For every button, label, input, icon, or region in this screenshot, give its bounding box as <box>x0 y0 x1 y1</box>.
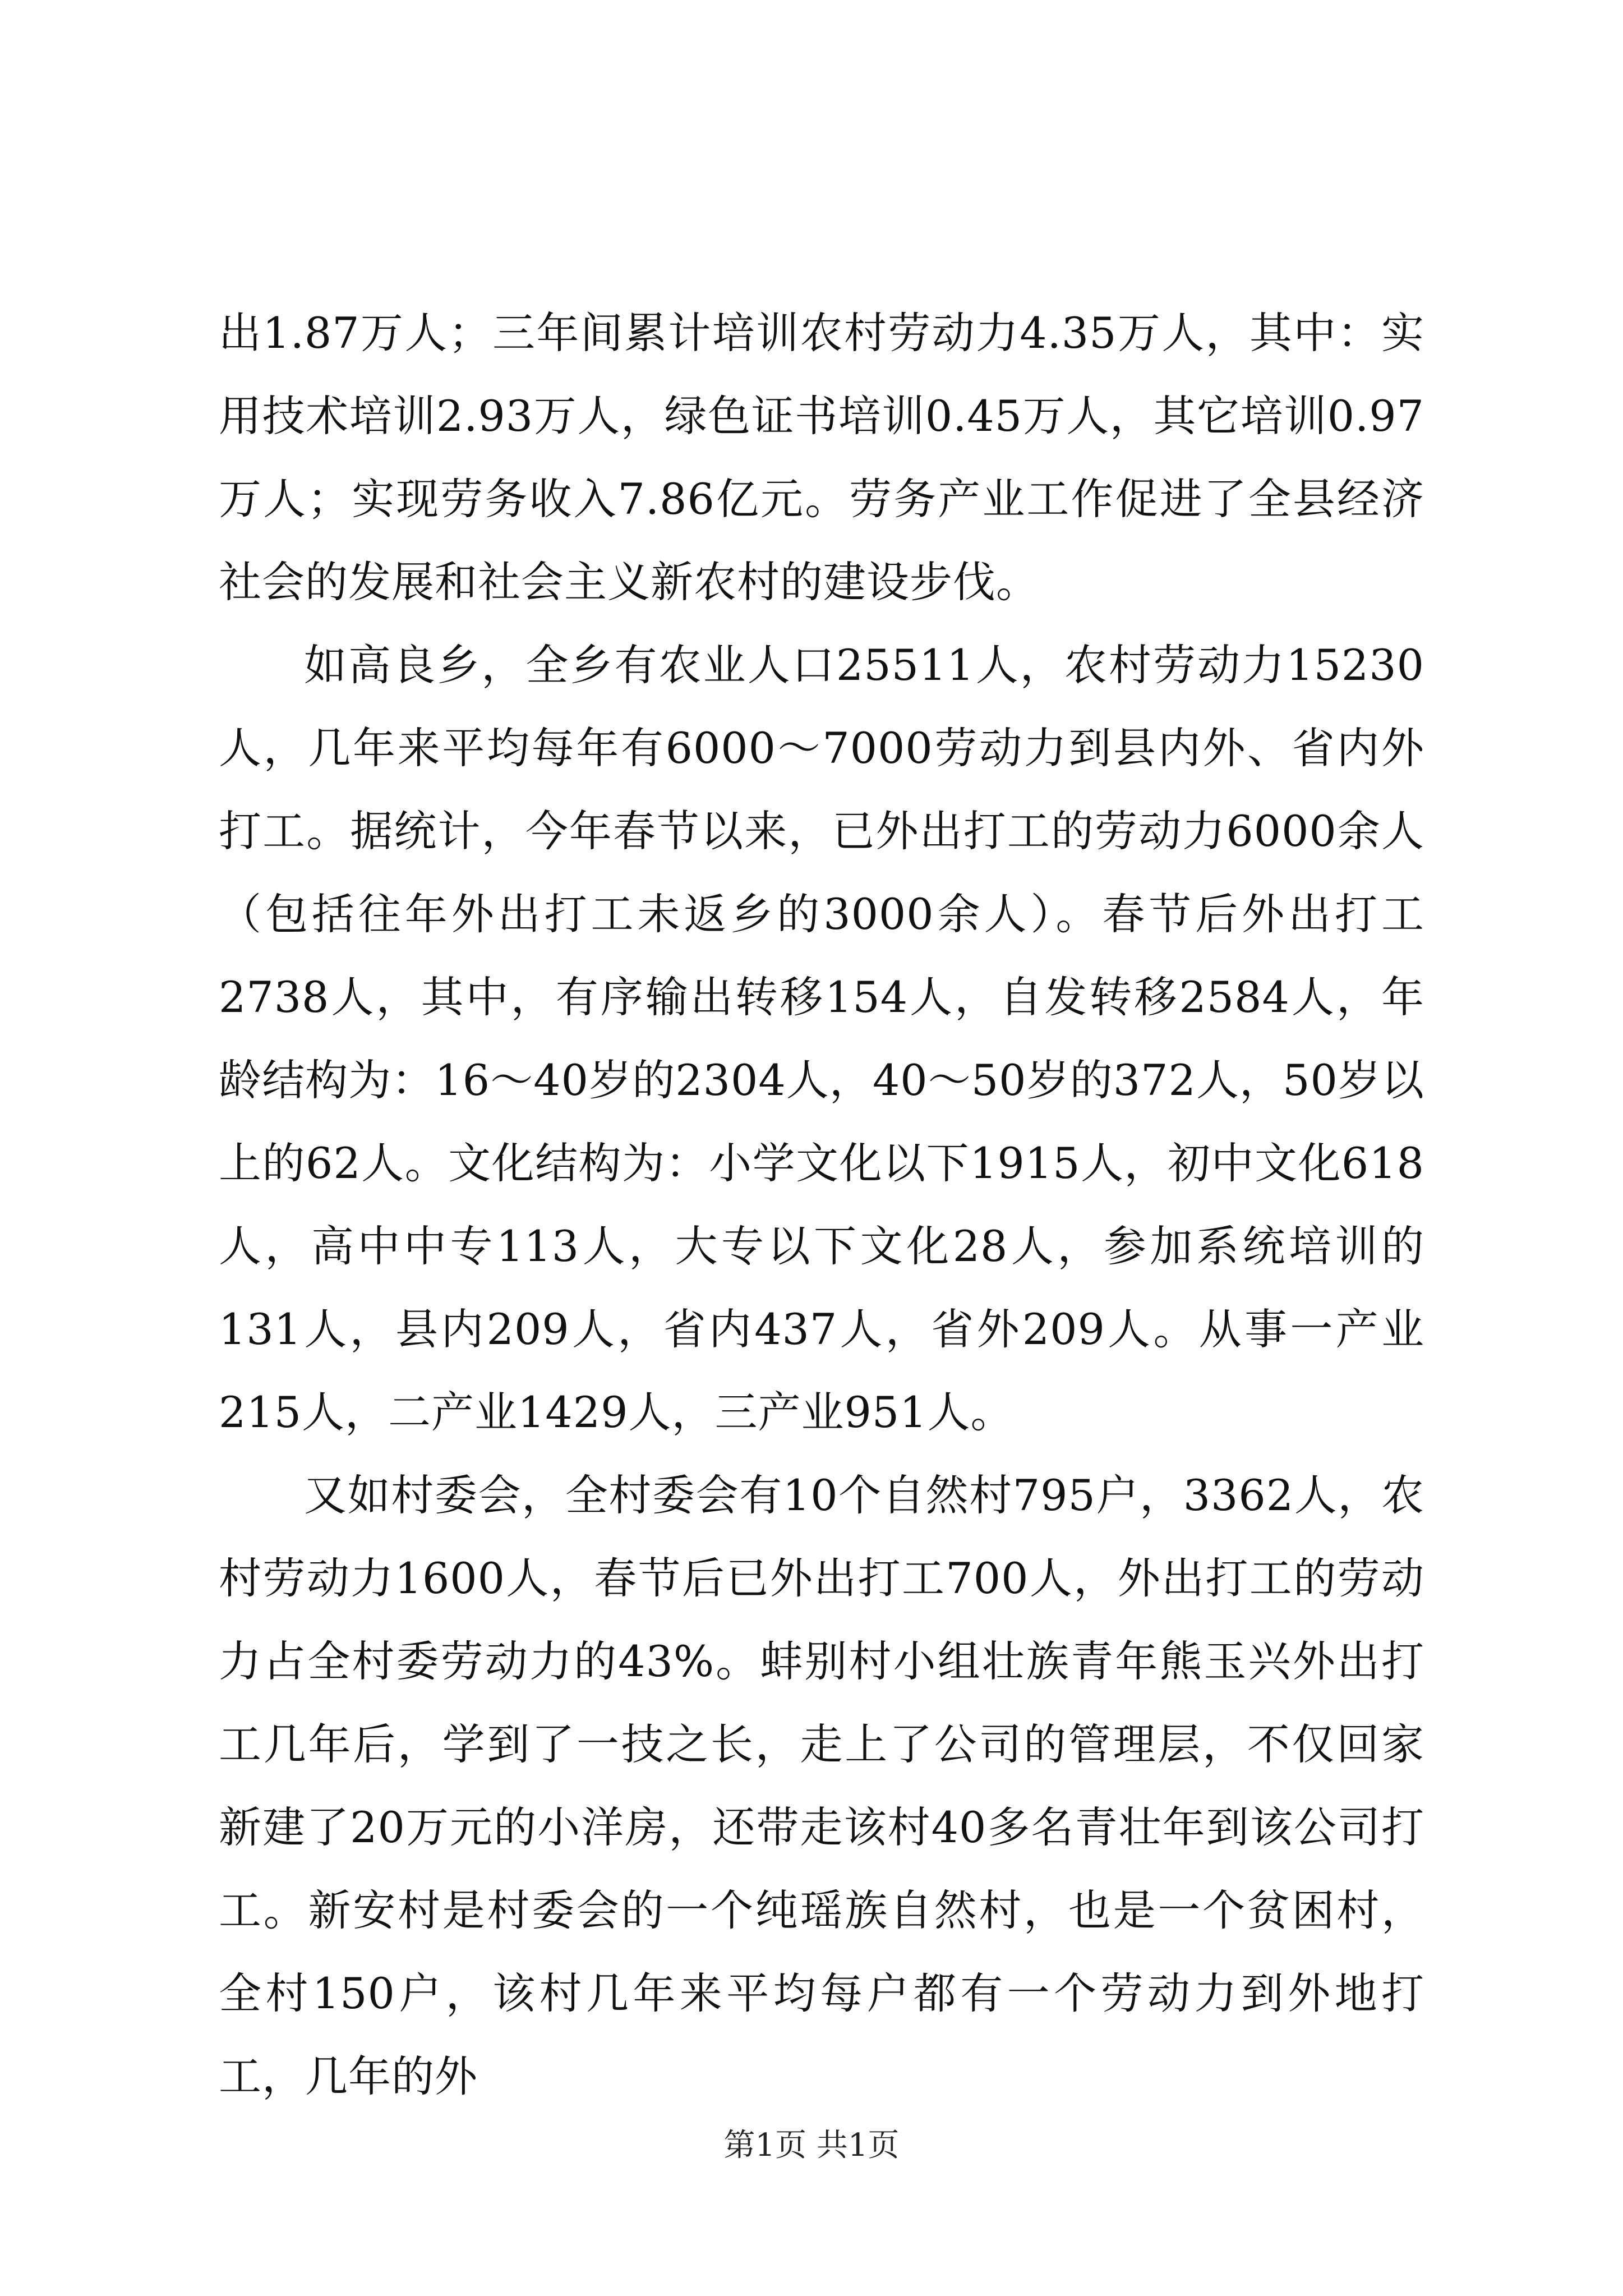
paragraph-gaoliang-example: 如高良乡，全乡有农业人口25511人，农村劳动力15230人，几年来平均每年有6000～7000劳动力到县内外、省内外打工。据统计，今年春节以来，已外出打工的劳动力6000余人（包括往年外出打工未返乡的3000余人）。春节后外出打工2738人，其中，有序输出转移154人，自发转移2584人，年龄结构为：16～40岁的2304人，40～50岁的372人，50岁以上的62人。文化结构为：小学文化以下1915人，初中文化618人，高中中专113人，大专以下文化28人，参加系统培训的131人，县内209人，省内437人，省外209人。从事一产业215人，二产业1429人，三产业951人。 <box>219 640 1424 1437</box>
document-body <box>219 292 1424 2118</box>
page-footer: 第1页 共1页 <box>723 2127 900 2164</box>
paragraph-continuation: 出1.87万人；三年间累计培训农村劳动力4.35万人，其中：实用技术培训2.93万人，绿色证书培训0.45万人，其它培训0.97万人；实现劳务收入7.86亿元。劳务产业工作促进了全县经济社会的发展和社会主义新农村的建设步伐。 <box>219 308 1424 607</box>
paragraph-village-example: 又如村委会，全村委会有10个自然村795户，3362人，农村劳动力1600人，春节后已外出打工700人，外出打工的劳动力占全村委劳动力的43%。蚌别村小组壮族青年熊玉兴外出打工几年后，学到了一技之长，走上了公司的管理层，不仅回家新建了20万元的小洋房，还带走该村40多名青壮年到该公司打工。新安村是村委会的一个纯瑶族自然村，也是一个贫困村，全村150户，该村几年来平均每户都有一个劳动力到外地打工，几年的外 <box>219 1470 1424 2101</box>
